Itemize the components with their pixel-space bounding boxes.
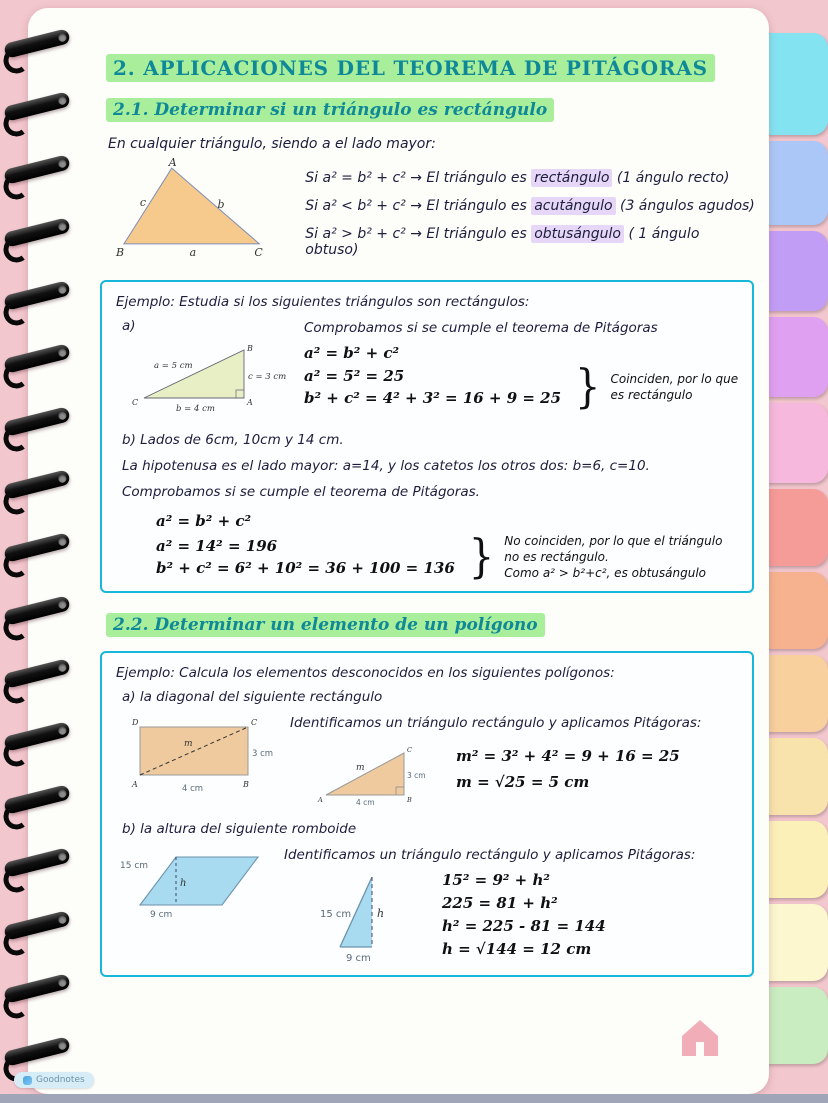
example1-part-b: [116, 432, 740, 584]
svg-text:9 cm: 9 cm: [150, 910, 173, 920]
a-brace-row: [304, 360, 740, 414]
b2-math-4: h = √144 = 12 cm: [442, 940, 592, 958]
a-math-1: a² = b² + c²: [304, 344, 400, 362]
goodnotes-watermark[interactable]: [14, 1072, 94, 1088]
svg-text:B: B: [247, 344, 253, 353]
condition-acutangulo: Si a² < b² + c² → El triángulo es acutángulo (3 ángulos agudos): [305, 198, 755, 214]
b-math-3: b² + c² = 6² + 10² = 36 + 100 = 136: [156, 559, 455, 577]
svg-text:C: C: [407, 746, 412, 754]
rectangle-figure: [126, 711, 276, 799]
example2-b-math: [442, 867, 606, 965]
example2-a-text: Identificamos un triángulo rectángulo y aplicamos Pitágoras:: [290, 715, 702, 731]
example1-part-a: [116, 318, 740, 420]
b-math-lines: [156, 535, 455, 579]
example1-figure-col: [116, 318, 304, 420]
bottom-edge-bar: [0, 1094, 828, 1103]
svg-text:a: a: [189, 245, 197, 258]
b2-math-1: 15² = 9² + h²: [442, 871, 550, 889]
svg-text:c: c: [139, 196, 147, 210]
page-content: [28, 8, 769, 1094]
example2-b-figmath: [284, 867, 740, 965]
intro-text: En cualquier triángulo, siendo a el lado mayor:: [108, 136, 436, 152]
example2-title: Ejemplo: Calcula los elementos desconocidos en los siguientes polígonos:: [116, 665, 615, 681]
main-triangle-figure: [112, 158, 271, 258]
condition-obtusangulo: Si a² > b² + c² → El triángulo es obtusángulo ( 1 ángulo obtuso): [305, 226, 700, 258]
section-heading-2-2: 2.2. Determinar un elemento de un polígono: [106, 613, 755, 637]
b-result-note: [504, 533, 740, 581]
svg-text:C: C: [254, 245, 263, 258]
svg-text:C: C: [251, 718, 258, 727]
example2-b-text: Identificamos un triángulo rectángulo y aplicamos Pitágoras:: [284, 847, 696, 863]
page-title-text: 2. APLICACIONES DEL TEOREMA DE PITÁGORAS: [106, 54, 715, 82]
b-math-1: a² = b² + c²: [156, 512, 252, 530]
highlight-acutangulo: acutángulo: [531, 197, 615, 215]
example-box-1: [100, 280, 754, 593]
item-b-label: b) Lados de 6cm, 10cm y 14 cm.: [122, 432, 344, 448]
svg-text:B: B: [243, 780, 249, 789]
theory-row: [106, 158, 755, 270]
a-math-3: b² + c² = 4² + 3² = 16 + 9 = 25: [304, 389, 562, 407]
page-title: [106, 54, 755, 82]
example2-a-work: [290, 711, 740, 809]
example2-a-math: [456, 735, 680, 809]
example1-a-check: Comprobamos si se cumple el teorema de Pitágoras: [304, 320, 658, 336]
a2-math-2: m = √25 = 5 cm: [456, 773, 590, 791]
item-a-label: a): [122, 318, 136, 334]
romboide-figure: [120, 843, 270, 921]
item-a2-label: a) la diagonal del siguiente rectángulo: [122, 689, 383, 705]
b-check-line: Comprobamos si se cumple el teorema de Pitágoras.: [122, 484, 480, 500]
conditions-list: [305, 158, 755, 270]
example1-title: Ejemplo: Estudia si los siguientes triángulos son rectángulos:: [116, 294, 530, 310]
svg-text:A: A: [132, 780, 138, 789]
svg-text:3 cm: 3 cm: [407, 771, 426, 780]
b2-math-3: h² = 225 - 81 = 144: [442, 917, 606, 935]
svg-text:3 cm: 3 cm: [252, 749, 274, 759]
svg-text:B: B: [115, 245, 125, 258]
example2-a-figmath: [290, 735, 740, 809]
svg-text:c = 3 cm: c = 3 cm: [248, 372, 287, 382]
example1-a-work: [304, 318, 740, 420]
example1-triangle-figure: [126, 338, 296, 416]
b-brace-row: [156, 530, 740, 584]
a-math-2: a² = 5² = 25: [304, 367, 405, 385]
svg-text:m: m: [184, 739, 193, 749]
example2-b-work: [284, 843, 740, 965]
b2-math-2: 225 = 81 + h²: [442, 894, 558, 912]
svg-text:b: b: [217, 198, 225, 211]
diagonal-triangle-figure: [314, 739, 426, 809]
romboide-triangle-figure: [320, 867, 412, 965]
highlight-obtusangulo: obtusángulo: [531, 225, 624, 243]
condition-rectangulo: Si a² = b² + c² → El triángulo es rectángulo (1 ángulo recto): [305, 170, 730, 186]
svg-text:15 cm: 15 cm: [320, 909, 352, 920]
brace-icon: }: [575, 360, 601, 414]
notebook-page[interactable]: [28, 8, 769, 1094]
highlight-rectangulo: rectángulo: [531, 169, 612, 187]
b-result-note-1: No coinciden, por lo que el triángulo no es rectángulo.: [504, 534, 723, 564]
goodnotes-brand-label: Goodnotes: [36, 1075, 85, 1085]
svg-text:C: C: [132, 398, 139, 407]
svg-text:15 cm: 15 cm: [120, 861, 149, 871]
svg-text:A: A: [247, 398, 253, 407]
svg-text:b = 4 cm: b = 4 cm: [176, 404, 215, 414]
goodnotes-logo-icon: [23, 1076, 32, 1085]
example2-part-a: [116, 711, 740, 809]
home-button[interactable]: [676, 1014, 724, 1062]
a-result-note: Coinciden, por lo que es rectángulo: [610, 372, 739, 402]
svg-text:B: B: [407, 796, 412, 804]
svg-text:D: D: [132, 718, 139, 727]
svg-text:h: h: [180, 878, 187, 889]
example2-part-b: [116, 843, 740, 965]
svg-text:A: A: [168, 158, 177, 170]
svg-text:A: A: [318, 796, 323, 804]
svg-text:h: h: [377, 907, 385, 920]
brace-icon: }: [468, 530, 495, 584]
a-math-lines: [304, 365, 561, 409]
a2-math-1: m² = 3² + 4² = 9 + 16 = 25: [456, 747, 680, 765]
b-result-note-2: Como a² > b²+c², es obtusángulo: [504, 566, 707, 580]
svg-text:m: m: [356, 763, 365, 773]
b-math-2: a² = 14² = 196: [156, 537, 278, 555]
svg-text:4 cm: 4 cm: [182, 784, 204, 794]
example1-b-work: [156, 510, 740, 584]
svg-text:4 cm: 4 cm: [356, 798, 375, 807]
section-heading-2-1: 2.1. Determinar si un triángulo es rectángulo: [106, 98, 755, 122]
home-icon: [676, 1014, 724, 1062]
example-box-2: [100, 651, 754, 977]
svg-text:9 cm: 9 cm: [346, 953, 371, 964]
b-hipotenusa-line: La hipotenusa es el lado mayor: a=14, y los catetos los otros dos: b=6, c=10.: [122, 458, 650, 474]
svg-text:a = 5 cm: a = 5 cm: [154, 361, 193, 371]
item-b2-label: b) la altura del siguiente romboide: [122, 821, 357, 837]
